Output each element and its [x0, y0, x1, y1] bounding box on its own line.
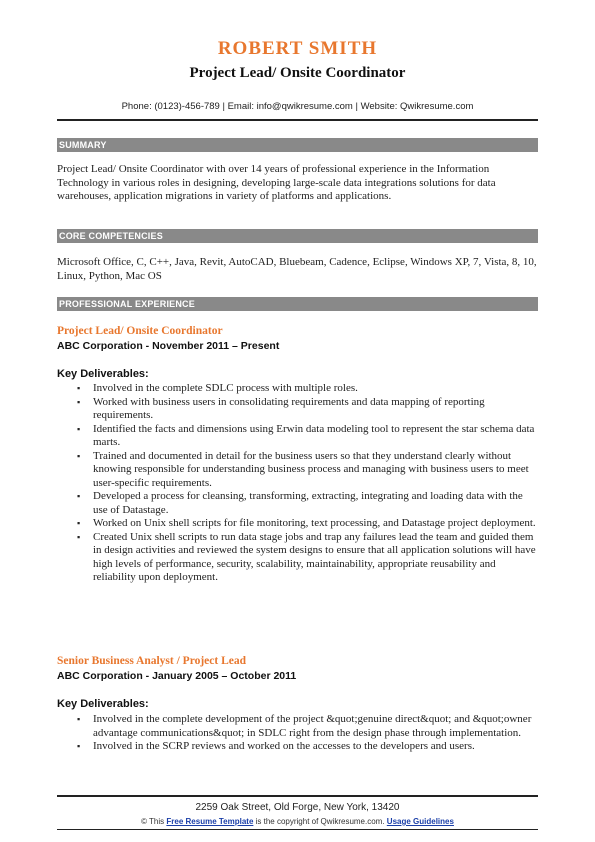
competencies-text: Microsoft Office, C, C++, Java, Revit, AutoCAD, Bluebeam, Cadence, Eclipse, Windows XP, 7, Vista, 8, 10, Linux, Python, Mac OS [57, 256, 537, 282]
candidate-name: ROBERT SMITH [217, 38, 378, 59]
competencies-heading: CORE COMPETENCIES [57, 229, 538, 243]
free-resume-template-link[interactable]: Free Resume Template [166, 817, 254, 826]
summary-text: Project Lead/ Onsite Coordinator with over 14 years of professional experience in the Information Technology in various roles in designing, developing large-scale data integrations solutions for data warehouses, application migrations in variety of platforms and applications. [57, 163, 496, 202]
copyright-middle: is the copyright of Qwikresume.com. [255, 817, 385, 826]
footer-copyright [0, 816, 595, 827]
job-title: Project Lead/ Onsite Coordinator [57, 325, 223, 337]
list-item: ▪ Involved in the complete development of the project &quot;genuine direct&quot; and &quot;owner advantage communications&quot; in SDLC right from the design phase through implementation. [57, 713, 538, 740]
list-item: ▪ Involved in the SCRP reviews and worked on the accesses to the developers and users. [57, 740, 538, 754]
list-item: ▪ Involved in the complete SDLC process with multiple roles. [57, 382, 538, 396]
usage-guidelines-link[interactable]: Usage Guidelines [386, 817, 454, 826]
list-item: ▪ Identified the facts and dimensions using Erwin data modeling tool to represent the star schema data marts. [57, 423, 538, 450]
job-company-dates: ABC Corporation - January 2005 – October 2011 [57, 670, 297, 682]
list-item: ▪ Worked on Unix shell scripts for file monitoring, text processing, and Datastage project deployment. [57, 517, 538, 531]
list-item: ▪ Worked with business users in consolidating requirements and data mapping of reporting requirements. [57, 396, 538, 423]
footer-divider-top [57, 795, 538, 797]
job-company-dates: ABC Corporation - November 2011 – Present [57, 340, 280, 352]
contact-line: Phone: (0123)-456-789 | Email: info@qwikresume.com | Website: Qwikresume.com [121, 101, 474, 112]
footer-address: 2259 Oak Street, Old Forge, New York, 13420 [195, 802, 400, 813]
candidate-title: Project Lead/ Onsite Coordinator [189, 65, 406, 81]
key-deliverables-label: Key Deliverables: [57, 368, 149, 380]
list-item: ▪ Trained and documented in detail for the business users so that they understand clearly without knowing responsible for understanding business process and managing with business users to meet user-specific requirements. [57, 450, 538, 491]
list-item: ▪ Created Unix shell scripts to run data stage jobs and trap any failures lead the team and guided them in design activities and reviewed the system designs to ensure that all application solutions will have high levels of performance, security, scalability, maintainability, appropriate reusability and reliability upon deployment. [57, 531, 538, 585]
copyright-prefix: © This [141, 817, 165, 826]
list-item: ▪ Developed a process for cleansing, transforming, extracting, integrating and loading data with the use of Datastage. [57, 490, 538, 517]
experience-heading: PROFESSIONAL EXPERIENCE [57, 297, 538, 311]
job-title: Senior Business Analyst / Project Lead [57, 655, 247, 667]
job-bullets [57, 382, 538, 585]
key-deliverables-label: Key Deliverables: [57, 698, 149, 710]
header-divider [57, 119, 538, 121]
footer-divider-bottom [57, 829, 538, 830]
summary-heading: SUMMARY [57, 138, 538, 152]
job-bullets [57, 713, 538, 754]
